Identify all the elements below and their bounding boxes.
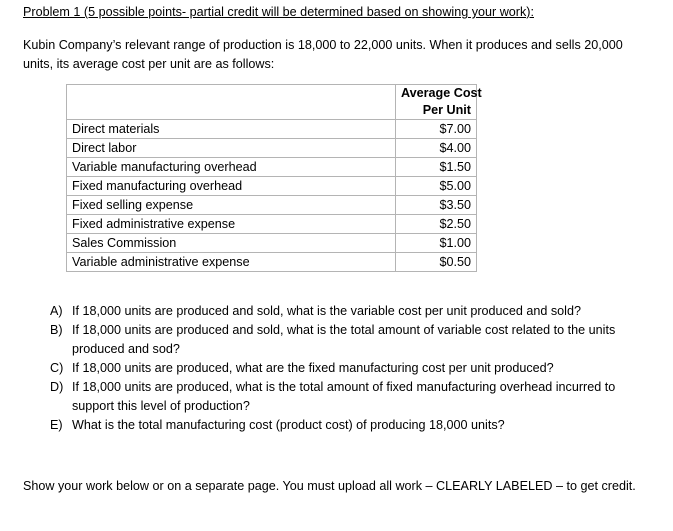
table-row [67,196,477,215]
question-list [50,302,650,435]
cost-label: Fixed manufacturing overhead [67,177,396,196]
cost-value: $1.00 [396,234,477,253]
question-text: If 18,000 units are produced and sold, what is the total amount of variable cost related to the units produced and sod? [72,323,616,356]
question-letter: A) [50,304,63,318]
question-a [50,302,650,321]
table-row [67,177,477,196]
question-b [50,321,650,359]
table-row [67,120,477,139]
cost-label: Sales Commission [67,234,396,253]
problem-title: Problem 1 (5 possible points- partial credit will be determined based on showing your work): [23,5,534,19]
table-row [67,253,477,272]
question-text: What is the total manufacturing cost (product cost) of producing 18,000 units? [72,418,505,432]
table-row [67,215,477,234]
cost-label: Variable manufacturing overhead [67,158,396,177]
cost-label: Direct labor [67,139,396,158]
cost-label: Fixed administrative expense [67,215,396,234]
cost-value: $0.50 [396,253,477,272]
header-per-unit: Per Unit [396,102,477,120]
cost-value: $3.50 [396,196,477,215]
cost-value: $7.00 [396,120,477,139]
cost-label: Variable administrative expense [67,253,396,272]
cost-value: $4.00 [396,139,477,158]
question-e [50,416,650,435]
header-average-cost: Average Cost [396,85,477,103]
work-instructions: Show your work below or on a separate page. You must upload all work – CLEARLY LABELED – to get credit. [23,479,636,493]
question-text: If 18,000 units are produced and sold, what is the variable cost per unit produced and sold? [72,304,581,318]
question-letter: B) [50,323,63,337]
question-d [50,378,650,416]
problem-intro: Kubin Company’s relevant range of production is 18,000 to 22,000 units. When it produces and sells 20,000 units, its average cost per unit are as follows: [23,38,623,71]
question-text: If 18,000 units are produced, what are the fixed manufacturing cost per unit produced? [72,361,554,375]
table-header-row [67,85,477,103]
question-letter: C) [50,361,64,375]
table-row [67,158,477,177]
question-letter: D) [50,380,64,394]
question-c [50,359,650,378]
cost-value: $2.50 [396,215,477,234]
cost-value: $1.50 [396,158,477,177]
cost-label: Direct materials [67,120,396,139]
table-row [67,234,477,253]
header-blank-cell [67,85,396,120]
question-letter: E) [50,418,63,432]
table-row [67,139,477,158]
cost-table [66,84,482,272]
cost-label: Fixed selling expense [67,196,396,215]
cost-value: $5.00 [396,177,477,196]
question-text: If 18,000 units are produced, what is the total amount of fixed manufacturing overhead incurred to support this level of production? [72,380,616,413]
